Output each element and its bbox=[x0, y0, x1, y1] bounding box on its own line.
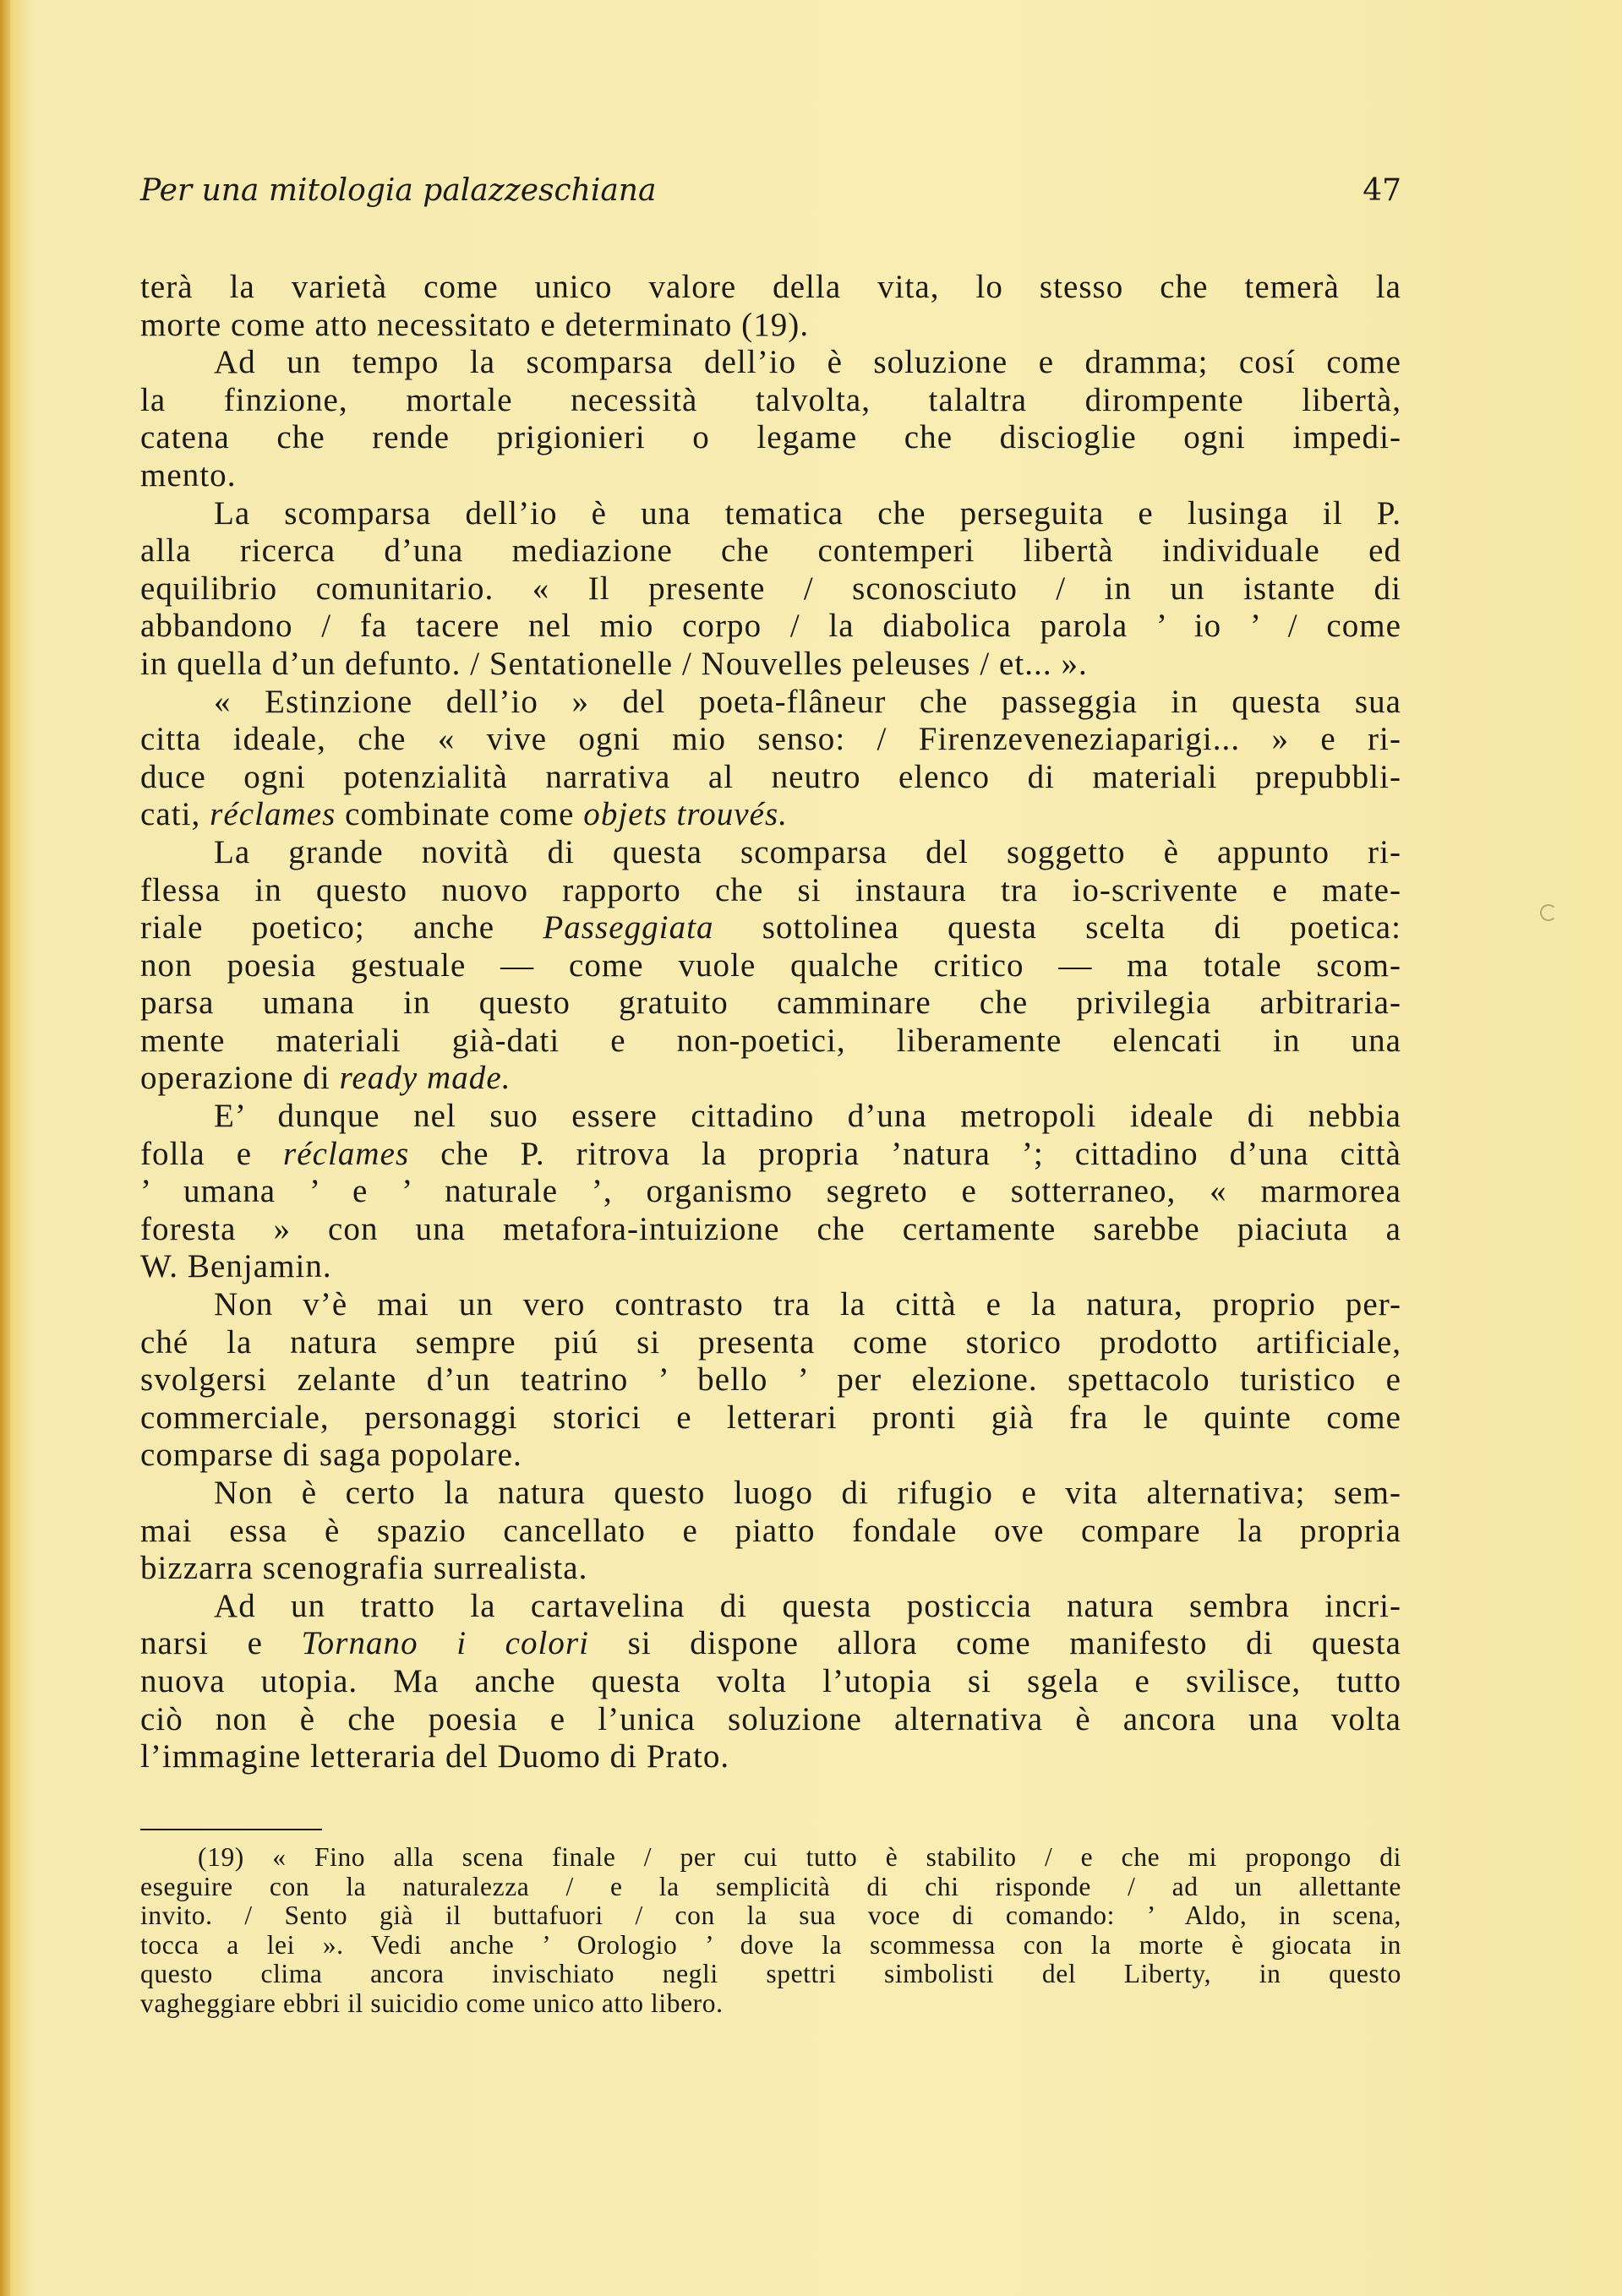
footnote-line: vagheggiare ebbri il suicidio come unico atto libero. bbox=[140, 1988, 724, 2018]
text-line bbox=[140, 1060, 1401, 1098]
text-line: E’ dunque nel suo essere cittadino d’una metropoli ideale di nebbia bbox=[214, 1098, 1401, 1135]
text-line: ’ umana ’ e ’ naturale ’, organismo segreto e sotterraneo, « marmorea bbox=[140, 1173, 1401, 1210]
text-line: ciò non è che poesia e l’unica soluzione alternativa è ancora una volta bbox=[140, 1700, 1401, 1737]
text-line: W. Benjamin. bbox=[140, 1248, 332, 1285]
paper-speck-mark bbox=[1540, 904, 1557, 921]
text-line bbox=[140, 1136, 1401, 1174]
text-line: commerciale, personaggi storici e letterari pronti già fra le quinte come bbox=[140, 1399, 1401, 1436]
text-line: Ad un tratto la cartavelina di questa posticcia natura sembra incri- bbox=[214, 1587, 1401, 1624]
running-head bbox=[140, 173, 1401, 215]
text-line: nuova utopia. Ma anche questa volta l’utopia si sgela e svilisce, tutto bbox=[140, 1662, 1401, 1699]
text-span: riale poetico; anche bbox=[140, 909, 495, 946]
text-line: comparse di saga popolare. bbox=[140, 1437, 522, 1474]
text-line: ché la natura sempre piú si presenta come storico prodotto artificiale, bbox=[140, 1323, 1401, 1361]
footnote-line: (19) « Fino alla scena finale / per cui tutto è stabilito / e che mi propongo di bbox=[198, 1842, 1401, 1872]
text-line: Ad un tempo la scomparsa dell’io è soluzione e dramma; cosí come bbox=[214, 344, 1401, 381]
footnote-line: eseguire con la naturalezza / e la semplicità di chi risponde / ad un allettante bbox=[140, 1871, 1401, 1901]
text-line: catena che rende prigionieri o legame che discioglie ogni impedi- bbox=[140, 419, 1401, 456]
text-line: morte come atto necessitato e determinato (19). bbox=[140, 306, 810, 343]
footnote-line: questo clima ancora invischiato negli spettri simbolisti del Liberty, in questo bbox=[140, 1959, 1401, 1988]
text-line: non poesia gestuale — come vuole qualche critico — ma totale scom- bbox=[140, 946, 1401, 984]
text-line: La scomparsa dell’io è una tematica che perseguita e lusinga il P. bbox=[214, 494, 1401, 532]
text-line: l’immagine letteraria del Duomo di Prato. bbox=[140, 1738, 730, 1775]
body-text bbox=[140, 269, 1401, 1776]
text-line: in quella d’un defunto. / Sentationelle / Nouvelles peleuses / et... ». bbox=[140, 645, 1088, 682]
text-line: « Estinzione dell’io » del poeta-flâneur che passeggia in questa sua bbox=[214, 683, 1401, 720]
text-span: sottolinea questa scelta di poetica: bbox=[762, 909, 1401, 946]
text-span: che P. ritrova la propria ’natura ’; cittadino d’una città bbox=[440, 1135, 1402, 1172]
text-line bbox=[140, 796, 1401, 834]
text-line: alla ricerca d’una mediazione che contemperi libertà individuale ed bbox=[140, 532, 1401, 570]
text-line: mai essa è spazio cancellato e piatto fondale ove compare la propria bbox=[140, 1512, 1401, 1549]
footnote bbox=[140, 1843, 1401, 2018]
text-line bbox=[140, 1625, 1401, 1663]
italic-term: ready made. bbox=[339, 1060, 511, 1097]
text-line: bizzarra scenografia surrealista. bbox=[140, 1550, 588, 1587]
italic-title: Tornano i colori bbox=[301, 1625, 590, 1662]
footnote-line: invito. / Sento già il buttafuori / con la sua voce di comando: ’ Aldo, in scena, bbox=[140, 1901, 1401, 1930]
text-line: terà la varietà come unico valore della vita, lo stesso che temerà la bbox=[140, 269, 1401, 305]
text-line: la finzione, mortale necessità talvolta, talaltra dirompente libertà, bbox=[140, 381, 1401, 418]
text-line: mento. bbox=[140, 456, 237, 494]
text-line: Non v’è mai un vero contrasto tra la città e la natura, proprio per- bbox=[214, 1286, 1401, 1323]
italic-term: objets trouvés. bbox=[583, 796, 789, 833]
italic-term: Passeggiata bbox=[543, 909, 714, 946]
text-line: svolgersi zelante d’un teatrino ’ bello ’ per elezione. spettacolo turistico e bbox=[140, 1361, 1401, 1399]
text-line bbox=[140, 909, 1401, 947]
text-span: si dispone allora come manifesto di questa bbox=[627, 1625, 1401, 1662]
italic-term: réclames bbox=[283, 1135, 410, 1172]
text-line: abbandono / fa tacere nel mio corpo / la diabolica parola ’ io ’ / come bbox=[140, 608, 1401, 645]
text-line: parsa umana in questo gratuito camminare che privilegia arbitraria- bbox=[140, 984, 1401, 1022]
footnote-rule bbox=[140, 1829, 322, 1830]
text-line: flessa in questo nuovo rapporto che si instaura tra io-scrivente e mate- bbox=[140, 871, 1401, 908]
text-span: cati, bbox=[140, 796, 201, 833]
text-line: citta ideale, che « vive ogni mio senso: / Firenzeveneziaparigi... » e ri- bbox=[140, 721, 1401, 758]
text-span: combinate come bbox=[345, 796, 575, 833]
text-line: Non è certo la natura questo luogo di rifugio e vita alternativa; sem- bbox=[214, 1475, 1401, 1511]
text-line: mente materiali già-dati e non-poetici, liberamente elencati in una bbox=[140, 1022, 1401, 1059]
page-spine-shadow bbox=[0, 0, 10, 2296]
text-span: folla e bbox=[140, 1135, 253, 1172]
page-number: 47 bbox=[1363, 173, 1401, 208]
running-head-title: Per una mitologia palazzeschiana bbox=[140, 173, 657, 208]
footnote-line: tocca a lei ». Vedi anche ’ Orologio ’ dove la scommessa con la morte è giocata in bbox=[140, 1929, 1401, 1960]
text-line: duce ogni potenzialità narrativa al neutro elenco di materiali prepubbli- bbox=[140, 758, 1401, 795]
text-span: narsi e bbox=[140, 1625, 263, 1662]
text-line: equilibrio comunitario. « Il presente / sconosciuto / in un istante di bbox=[140, 570, 1401, 607]
text-line: La grande novità di questa scomparsa del soggetto è appunto ri- bbox=[214, 833, 1401, 870]
text-span: operazione di bbox=[140, 1060, 330, 1097]
italic-term: réclames bbox=[210, 796, 336, 833]
text-line: foresta » con una metafora-intuizione che certamente sarebbe piaciuta a bbox=[140, 1210, 1401, 1247]
